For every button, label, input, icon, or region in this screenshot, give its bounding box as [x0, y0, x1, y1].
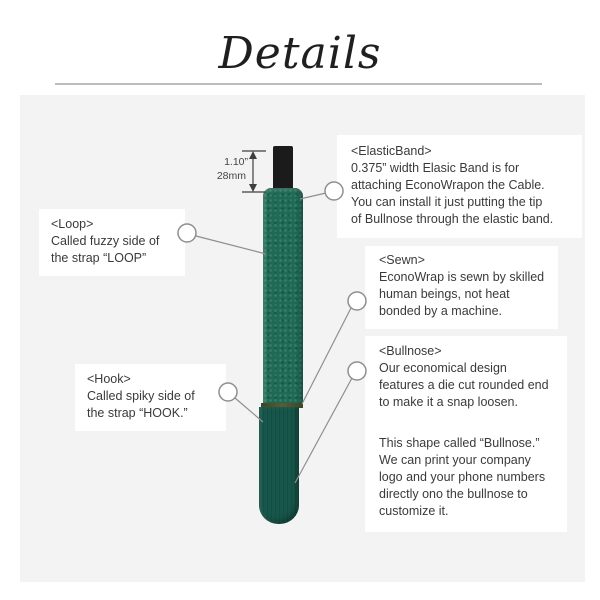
annotation-line: Called spiky side of [87, 389, 195, 403]
page-title: Details [218, 28, 382, 79]
annotation-line: 0.375” width Elasic Band is for [351, 161, 520, 175]
annotation-line: We can print your company [379, 453, 531, 467]
annotation-line: attaching EconoWrapon the Cable. [351, 178, 545, 192]
annotation-line: to make it a snap loosen. [379, 395, 518, 409]
annotation-line: the strap “LOOP” [51, 251, 147, 265]
annotation-line: Our economical design [379, 361, 507, 375]
annotation-line: Called fuzzy side of [51, 234, 160, 248]
annotation-line: human beings, not heat [379, 287, 510, 301]
callout-hook [75, 364, 226, 431]
title-underline [55, 83, 542, 85]
callout-bullnose [365, 336, 567, 532]
callout-elastic-band [337, 135, 582, 238]
dimension-label-inches: 1.10” [224, 156, 248, 168]
annotation-line: features a die cut rounded end [379, 378, 549, 392]
annotation-line: directly ono the bullnose to [379, 487, 528, 501]
callout-elastic-band-title: <ElasticBand> [351, 144, 432, 158]
annotation-line: You can install it just putting the tip [351, 195, 543, 209]
callout-hook-title: <Hook> [87, 372, 131, 386]
callout-sewn-title: <Sewn> [379, 253, 425, 267]
dimension-label-mm: 28mm [216, 170, 246, 182]
callout-loop-title: <Loop> [51, 217, 94, 231]
callout-loop [39, 209, 185, 276]
strap-loop-side-graphic [263, 188, 303, 406]
annotation-line: logo and your phone numbers [379, 470, 546, 484]
annotation-line: customize it. [379, 504, 449, 518]
annotation-line: bonded by a machine. [379, 304, 503, 318]
strap-hook-side-graphic [259, 407, 299, 524]
annotation-line: of Bullnose through the elastic band. [351, 212, 554, 226]
annotation-line: This shape called “Bullnose.” [379, 436, 540, 450]
callout-sewn [365, 246, 558, 329]
annotation-line: EconoWrap is sewn by skilled [379, 270, 545, 284]
callout-bullnose-title: <Bullnose> [379, 344, 442, 358]
annotation-line: the strap “HOOK.” [87, 406, 188, 420]
